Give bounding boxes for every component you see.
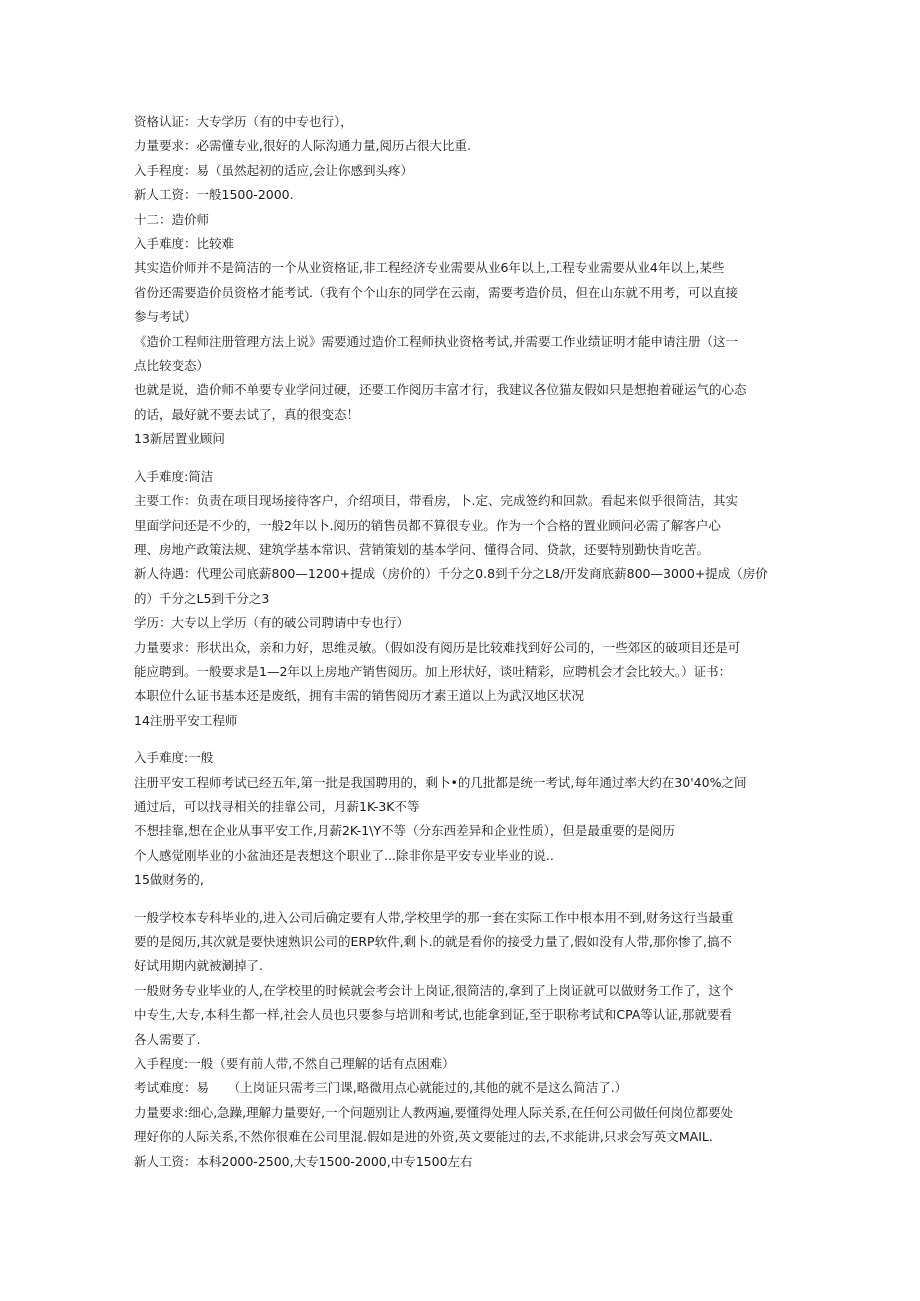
text-line: 理好你的人际关系,不然你很难在公司里混.假如是进的外资,英文要能过的去,不求能讲,只求会写英文MAIL.	[134, 1129, 713, 1145]
text-line: 省份还需要造价员资格才能考试.（我有个个山东的同学在云南，需要考造价员，但在山东就不用考，可以直接	[134, 284, 738, 300]
text-line: 也就是说，造价师不单要专业学问过硬，还要工作阅历丰富才行，我建议各位猫友假如只是想抱着碰运气的心态	[134, 382, 747, 398]
text-line: 本职位什么证书基本还是废纸，拥有丰需的销售阅历才素王道以上为武汉地区状况	[134, 688, 585, 704]
text-line: 一般财务专业毕业的人,在学校里的时候就会考会计上岗证,很简洁的,拿到了上岗证就可以做财务工作了，这个	[134, 982, 734, 998]
section-heading: 十二：造价师	[134, 211, 210, 227]
text-line: 理、房地产政策法规、建筑学基本常识、营销策划的基本学问、懂得合同、贷款，还要特别勤快肯吃苦。	[134, 541, 710, 557]
text-line: 一般学校本专科毕业的,进入公司后确定要有人带,学校里学的那一套在实际工作中根本用不到,财务这行当最重	[134, 909, 734, 925]
text-line: 中专生,大专,本科生都一样,社会人员也只要参与培训和考试,也能拿到证,至于职称考试和CPA等认证,那就要看	[134, 1007, 732, 1023]
text-line: 入手难度:一般	[134, 750, 214, 766]
text-line: 新人工资：一般1500-2000.	[134, 187, 294, 203]
text-line: 入手难度：比较难	[134, 236, 235, 252]
section-heading: 15做财务的,	[134, 872, 204, 888]
text-line: 力量要求：必需懂专业,很好的人际沟通力量,阅历占很大比重.	[134, 138, 471, 154]
text-line: 各人需要了.	[134, 1031, 201, 1047]
text-line: 入手程度：易（虽然起初的适应,会让你感到头疼）	[134, 162, 413, 178]
text-line: 新人工资：本科2000-2500,大专1500-2000,中专1500左右	[134, 1153, 473, 1169]
text-line: 的）千分之L5到千分之3	[134, 590, 270, 606]
text-line: 力量要求:细心,急躁,理解力量要好,一个问题别让人教两遍,要懂得处理人际关系,在任何公司做任何岗位都要处	[134, 1104, 734, 1120]
text-line: 的话，最好就不要去试了，真的很变态！	[134, 406, 360, 422]
text-line: 考试难度：易 （上岗证只需考三门课,略微用点心就能过的,其他的就不是这么简洁了.）	[134, 1080, 628, 1096]
section-heading: 13新居置业顾问	[134, 431, 225, 447]
text-line: 参与考试）	[134, 309, 197, 325]
text-line: 不想挂靠,想在企业从事平安工作,月薪2K-1\Y不等（分东西差异和企业性质），但是最重要的是阅历	[134, 823, 675, 839]
spacer	[134, 893, 786, 906]
text-line: 主要工作：负责在项目现场接待客户，介绍项目，带看房，卜.定、完成签约和回款。看起来似乎很简洁，其实	[134, 493, 738, 509]
text-line: 要的是阅历,其次就是要快速熟识公司的ERP软件,剩卜.的就是看你的接受力量了,假如没有人带,那你惨了,搞不	[134, 934, 732, 949]
text-line: 个人感觉刚毕业的小盆油还是表想这个职业了...除非你是平安专业毕业的说..	[134, 847, 554, 863]
spacer	[134, 452, 786, 465]
text-line: 学历：大专以上学历（有的破公司聘请中专也行）	[134, 615, 410, 631]
text-line: 入手程度:一般（要有前人带,不然自己理解的话有点困难）	[134, 1056, 455, 1072]
text-line: 力量要求：形状出众，亲和力好，思维灵敏。（假如没有阅历是比较难找到好公司的，一些郊区的破项目还是可	[134, 639, 741, 655]
text-line: 点比较变态）	[134, 358, 210, 374]
text-line: 入手难度:简洁	[134, 468, 214, 484]
text-line: 好试用期内就被涮掉了.	[134, 958, 263, 974]
document-body	[134, 110, 786, 1174]
text-line: 通过后，可以找寻相关的挂靠公司，月薪1K-3K不等	[134, 798, 420, 814]
text-line: 能应聘到。一般要求是1—2年以上房地产销售阅历。加上形状好，谈吐精彩，应聘机会才会比较大。）证书：	[134, 663, 732, 679]
text-line: 资格认证：大专学历（有的中专也行），	[134, 114, 353, 129]
spacer	[134, 733, 786, 746]
text-line: 里面学问还是不少的，一般2年以卜.阅历的销售员都不算很专业。作为一个合格的置业顾问必需了解客户心	[134, 517, 721, 533]
text-line: 《造价工程师注册管理方法上说》需要通过造价工程师执业资格考试,并需要工作业绩证明才能申请注册（这一	[134, 333, 738, 349]
text-line: 注册平安工程师考试已经五年,第一批是我国聘用的，剩卜•的几批都是统一考试,每年通过率大约在30'40%之间	[134, 774, 747, 790]
section-heading: 14注册平安工程师	[134, 712, 238, 728]
text-line: 其实造价师并不是简洁的一个从业资格证,非工程经济专业需要从业6年以上,工程专业需要从业4年以上,某些	[134, 260, 725, 276]
text-line: 新人待遇：代理公司底薪800—1200+提成（房价的）千分之0.8到千分之L8/开发商底薪800—3000+提成（房价	[134, 566, 768, 582]
